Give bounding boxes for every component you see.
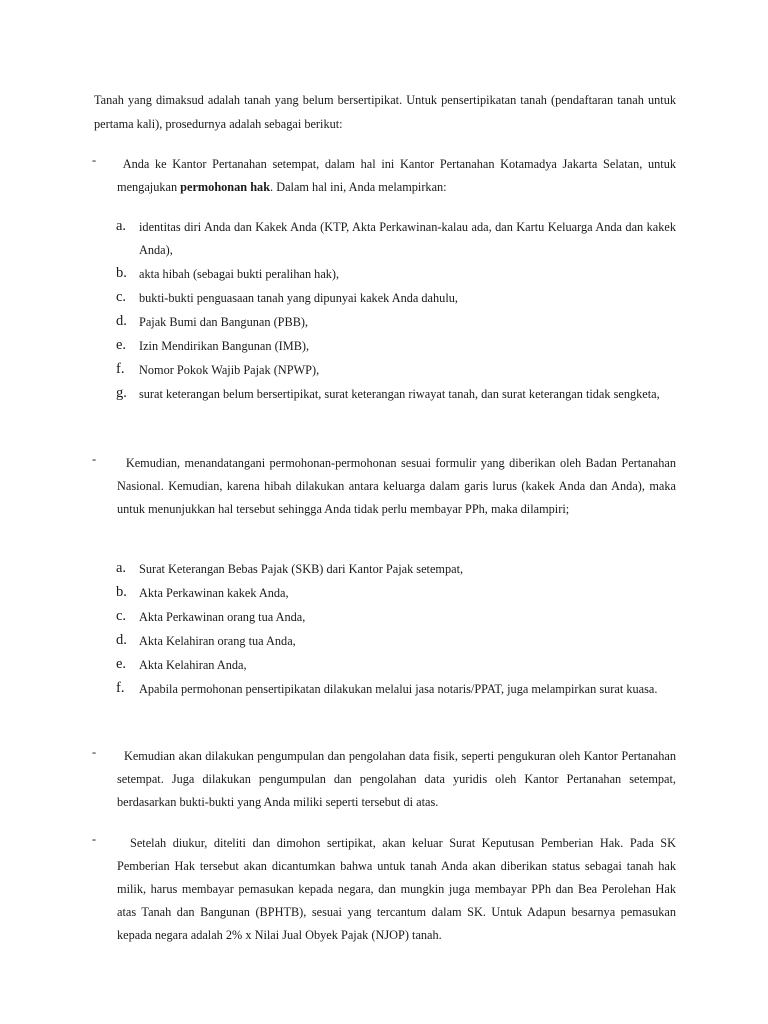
list-marker: b. <box>116 584 127 600</box>
list-item <box>0 383 768 406</box>
bullet-dash: - <box>92 153 97 167</box>
list-item <box>0 654 768 677</box>
step-3-paragraph <box>117 745 676 814</box>
list-item-text: Izin Mendirikan Bangunan (IMB), <box>139 339 310 353</box>
list-item <box>0 582 768 605</box>
list-item-text: Akta Kelahiran orang tua Anda, <box>139 634 296 648</box>
bullet-dash: - <box>92 452 97 466</box>
list-item <box>0 359 768 382</box>
bullet-dash: - <box>92 745 97 759</box>
step-1-text-after: . Dalam hal ini, Anda melampirkan: <box>270 180 447 194</box>
list-item <box>0 311 768 334</box>
list-marker: d. <box>116 313 127 329</box>
step-4-text: Setelah diukur, diteliti dan dimohon sertipikat, akan keluar Surat Keputusan Pemberian Hak. Pada SK Pemberian Hak tersebut akan dicantumkan bahwa untuk tanah Anda akan diberikan status sebagai tanah hak milik, harus membayar pemasukan kepada negara, dan mungkin juga membayar PPh dan Bea Perolehan Hak atas Tanah dan Bangunan (BPHTB), sesuai yang tercantum dalam SK. Untuk Adapun besarnya pemasukan kepada negara adalah 2% x Nilai Jual Obyek Pajak (NJOP) tanah. <box>117 836 676 942</box>
step-2-paragraph <box>117 452 676 521</box>
list-item <box>0 558 768 581</box>
list-marker: e. <box>116 656 127 672</box>
list-marker: e. <box>116 337 127 353</box>
list-marker: c. <box>116 289 127 305</box>
list-marker: f. <box>116 361 125 377</box>
list-item-text: Apabila permohonan pensertipikatan dilakukan melalui jasa notaris/PPAT, juga melampirkan surat kuasa. <box>139 682 658 696</box>
list-item <box>0 335 768 358</box>
list-marker: a. <box>116 218 127 234</box>
list-marker: d. <box>116 632 127 648</box>
list-item-text: Surat Keterangan Bebas Pajak (SKB) dari Kantor Pajak setempat, <box>139 562 464 576</box>
step-2-text: Kemudian, menandatangani permohonan-permohonan sesuai formulir yang diberikan oleh Badan Pertanahan Nasional. Kemudian, karena hibah dilakukan antara keluarga dalam garis lurus (kakek Anda dan Anda), maka untuk menunjukkan hal tersebut sehingga Anda tidak perlu membayar PPh, maka dilampiri; <box>117 456 676 516</box>
list-item-text: akta hibah (sebagai bukti peralihan hak), <box>139 267 340 281</box>
list-item <box>0 606 768 629</box>
step-1-text-before: Anda ke Kantor Pertanahan setempat, dalam hal ini Kantor Pertanahan Kotamadya Jakarta Selatan, untuk mengajukan <box>117 157 676 194</box>
list-item <box>0 287 768 310</box>
list-marker: g. <box>116 385 127 401</box>
list-item <box>0 630 768 653</box>
list-item-text: Nomor Pokok Wajib Pajak (NPWP), <box>139 363 320 377</box>
list-item <box>0 216 768 262</box>
list-item-text: bukti-bukti penguasaan tanah yang dipunyai kakek Anda dahulu, <box>139 291 458 305</box>
step-1-bold-term: permohonan hak <box>180 180 271 194</box>
step-4-paragraph <box>117 832 676 947</box>
list-item-text: Akta Perkawinan orang tua Anda, <box>139 610 306 624</box>
list-item-text: Pajak Bumi dan Bangunan (PBB), <box>139 315 309 329</box>
list-marker: b. <box>116 265 127 281</box>
bullet-dash: - <box>92 832 97 846</box>
step-1-paragraph <box>117 153 676 199</box>
list-marker: a. <box>116 560 127 576</box>
step-3-text: Kemudian akan dilakukan pengumpulan dan pengolahan data fisik, seperti pengukuran oleh Kantor Pertanahan setempat. Juga dilakukan pengumpulan dan pengolahan data yuridis oleh Kantor Pertanahan setempat, berdasarkan bukti-bukti yang Anda miliki seperti tersebut di atas. <box>117 749 676 809</box>
intro-paragraph: Tanah yang dimaksud adalah tanah yang belum bersertipikat. Untuk pensertipikatan tanah (pendaftaran tanah untuk pertama kali), prosedurnya adalah sebagai berikut: <box>94 93 676 131</box>
step-2-attachment-list <box>0 558 768 701</box>
list-item-text: identitas diri Anda dan Kakek Anda (KTP, Akta Perkawinan-kalau ada, dan Kartu Keluarga Anda dan kakek Anda), <box>139 220 676 257</box>
list-item-text: Akta Perkawinan kakek Anda, <box>139 586 289 600</box>
list-marker: f. <box>116 680 125 696</box>
list-marker: c. <box>116 608 127 624</box>
step-1-attachment-list <box>0 216 768 406</box>
list-item-text: Akta Kelahiran Anda, <box>139 658 247 672</box>
list-item-text: surat keterangan belum bersertipikat, surat keterangan riwayat tanah, dan surat keterangan tidak sengketa, <box>139 387 660 401</box>
list-item <box>0 263 768 286</box>
list-item <box>0 678 768 701</box>
